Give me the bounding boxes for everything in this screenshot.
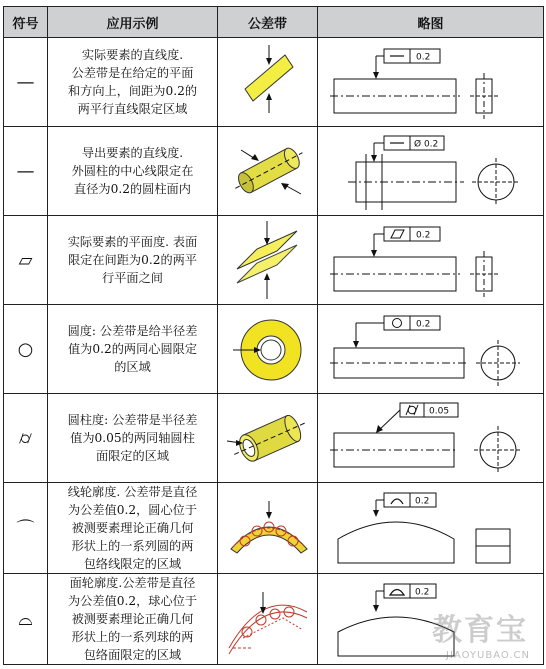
desc-line: 包络面限定的区域 bbox=[83, 648, 182, 662]
flatness-sketch-icon bbox=[326, 219, 536, 301]
line-profile-sketch-icon bbox=[326, 487, 536, 569]
description-cell bbox=[48, 216, 218, 305]
desc-line: 值为0.2的两同心圆限定 bbox=[67, 342, 198, 356]
description-cell bbox=[48, 483, 218, 574]
desc-line: 直径为0.2的圆柱面内 bbox=[74, 182, 191, 196]
desc-line: 圆柱度: 公差带是半径差 bbox=[67, 413, 198, 427]
tolerance-zone-cell bbox=[218, 38, 318, 127]
tolerance-zone-cell bbox=[218, 127, 318, 216]
line-profile-zone-icon bbox=[223, 487, 313, 569]
desc-line: 线轮廓度. 公差带是直径 bbox=[67, 485, 198, 499]
tolerance-zone-cell bbox=[218, 574, 318, 665]
symbol-cell: ⌓ bbox=[4, 574, 48, 665]
straightness-sketch-icon bbox=[326, 41, 536, 123]
desc-line: 被测要素理论正确几何 bbox=[71, 612, 194, 626]
desc-line: 为公差值0.2，圆心位于 bbox=[67, 503, 198, 517]
axis-straightness-sketch-icon bbox=[326, 130, 536, 212]
cylinder-zone-icon bbox=[223, 130, 313, 212]
frame-value: Ø 0.2 bbox=[413, 139, 438, 150]
symbol-cell: ⌒ bbox=[4, 483, 48, 574]
concentric-circles-zone-icon bbox=[223, 308, 313, 390]
desc-line: 外圆柱的中心线限定在 bbox=[71, 164, 194, 178]
sketch-cell bbox=[318, 216, 544, 305]
surface-profile-zone-icon bbox=[223, 578, 313, 660]
sketch-cell bbox=[318, 127, 544, 216]
header-example: 应用示例 bbox=[48, 7, 218, 38]
roundness-sketch-icon bbox=[326, 308, 536, 390]
frame-value: 0.2 bbox=[415, 52, 430, 63]
desc-line: 实际要素的平面度. 表面 bbox=[67, 235, 198, 249]
description-cell bbox=[48, 394, 218, 483]
description-cell bbox=[48, 574, 218, 665]
desc-line: 被测要素理论正确几何 bbox=[71, 521, 194, 535]
description-cell bbox=[48, 38, 218, 127]
symbol-cell: — bbox=[4, 127, 48, 216]
frame-value: 0.05 bbox=[428, 406, 449, 417]
desc-line: 公差带是在给定的平面 bbox=[71, 66, 194, 80]
header-zone: 公差带 bbox=[218, 7, 318, 38]
desc-line: 两平行直线限定区域 bbox=[77, 102, 188, 116]
desc-line: 行平面之间 bbox=[102, 271, 163, 285]
table-row bbox=[4, 127, 544, 216]
frame-value: 0.2 bbox=[415, 230, 430, 241]
watermark-logo: 教育宝 bbox=[432, 613, 528, 648]
desc-line: 值为0.05的两同轴圆柱 bbox=[70, 431, 195, 445]
description-cell bbox=[48, 127, 218, 216]
frame-value: 0.2 bbox=[414, 587, 429, 598]
header-symbol: 符号 bbox=[4, 7, 48, 38]
table-row bbox=[4, 38, 544, 127]
sketch-cell bbox=[318, 305, 544, 394]
frame-value: 0.2 bbox=[415, 319, 430, 330]
parallel-planes-zone-icon bbox=[223, 219, 313, 301]
symbol-cell: — bbox=[4, 38, 48, 127]
tolerance-zone-cell bbox=[218, 394, 318, 483]
table-row bbox=[4, 483, 544, 574]
desc-line: 和方向上，间距为0.2的 bbox=[67, 84, 198, 98]
desc-line: 面轮廓度.公差带是直径 bbox=[69, 576, 196, 590]
table-row bbox=[4, 216, 544, 305]
tolerance-table bbox=[3, 6, 544, 665]
symbol-cell: ⌭ bbox=[4, 394, 48, 483]
description-cell bbox=[48, 305, 218, 394]
desc-line: 导出要素的直线度. bbox=[81, 146, 184, 160]
tolerance-zone-cell bbox=[218, 216, 318, 305]
desc-line: 为公差值0.2，球心位于 bbox=[67, 594, 198, 608]
table-row bbox=[4, 394, 544, 483]
watermark-url: JIAOYUBAO.CN bbox=[446, 650, 530, 661]
sketch-cell bbox=[318, 483, 544, 574]
desc-line: 面限定的区域 bbox=[95, 449, 170, 463]
tolerance-zone-cell bbox=[218, 483, 318, 574]
desc-line: 的区域 bbox=[114, 360, 151, 374]
coaxial-cylinders-zone-icon bbox=[223, 397, 313, 479]
header-row bbox=[4, 7, 544, 38]
desc-line: 限定在间距为0.2的两平 bbox=[67, 253, 198, 267]
desc-line: 形状上的一系列球的两 bbox=[71, 630, 194, 644]
desc-line: 圆度: 公差带是给半径差 bbox=[67, 324, 198, 338]
parallel-lines-zone-icon bbox=[223, 41, 313, 123]
table-row bbox=[4, 305, 544, 394]
cylindricity-sketch-icon bbox=[326, 397, 536, 479]
tolerance-zone-cell bbox=[218, 305, 318, 394]
sketch-cell bbox=[318, 38, 544, 127]
desc-line: 包络线限定的区域 bbox=[83, 557, 182, 571]
symbol-cell: ○ bbox=[4, 305, 48, 394]
desc-line: 形状上的一系列圆的两 bbox=[71, 539, 194, 553]
header-sketch: 略图 bbox=[318, 7, 544, 38]
frame-value: 0.2 bbox=[414, 496, 429, 507]
desc-line: 实际要素的直线度. bbox=[81, 48, 184, 62]
sketch-cell bbox=[318, 394, 544, 483]
symbol-cell: ▱ bbox=[4, 216, 48, 305]
